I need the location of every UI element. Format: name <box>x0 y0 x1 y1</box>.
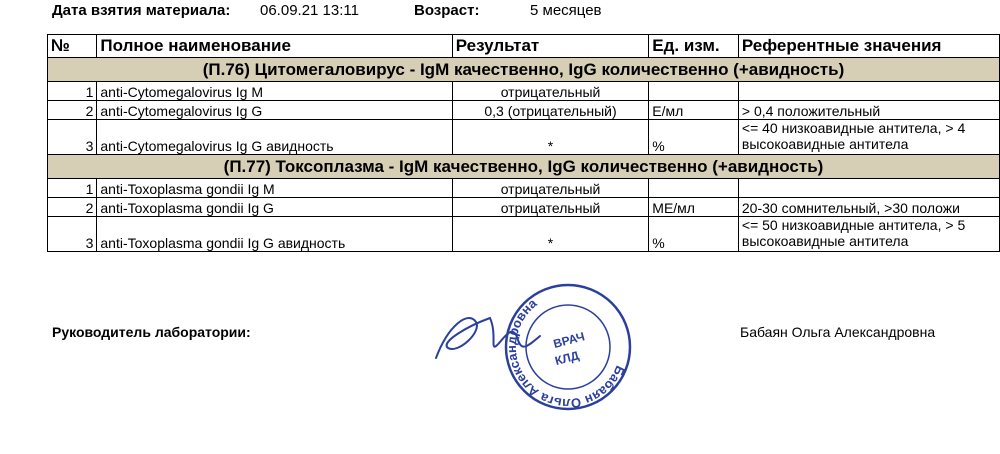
doctor-stamp <box>498 282 638 412</box>
test-reference: > 0,4 положительный <box>738 101 999 120</box>
test-unit: % <box>649 217 739 252</box>
stamp-center-line2: КЛД <box>553 348 581 369</box>
test-reference <box>738 120 999 155</box>
row-number: 1 <box>48 82 97 101</box>
test-result: отрицательный <box>452 179 649 198</box>
test-result: * <box>452 120 649 155</box>
test-name: anti-Cytomegalovirus Ig M <box>97 82 452 101</box>
section-header <box>48 58 1000 82</box>
age-label: Возраст: <box>414 2 480 19</box>
test-result: отрицательный <box>452 198 649 217</box>
age-value: 5 месяцев <box>530 2 602 19</box>
table-row <box>48 120 1000 155</box>
lab-head-label: Руководитель лаборатории: <box>52 324 251 340</box>
test-unit: МЕ/мл <box>649 198 739 217</box>
lab-head-name: Бабаян Ольга Александровна <box>740 324 936 340</box>
row-number: 3 <box>48 120 97 155</box>
col-header-name: Полное наименование <box>97 35 452 58</box>
section-title: (П.77) Токсоплазма - IgM качественно, IgG количественно (+авидность) <box>48 155 1000 179</box>
test-name: anti-Toxoplasma gondii Ig G <box>97 198 452 217</box>
test-reference: 20-30 сомнительный, >30 положи <box>738 198 999 217</box>
reference-line: высокоавидные антитела <box>741 136 909 152</box>
col-header-number: № <box>48 35 97 58</box>
row-number: 2 <box>48 101 97 120</box>
test-unit: Е/мл <box>649 101 739 120</box>
section-title: (П.76) Цитомегаловирус - IgM качественно, IgG количественно (+авидность) <box>48 58 1000 82</box>
table-row <box>48 82 1000 101</box>
row-number: 3 <box>48 217 97 252</box>
test-name: anti-Cytomegalovirus Ig G <box>97 101 452 120</box>
test-result: 0,3 (отрицательный) <box>452 101 649 120</box>
table-header-row <box>48 35 1000 58</box>
row-number: 2 <box>48 198 97 217</box>
date-label: Дата взятия материала: <box>52 2 231 19</box>
date-value: 06.09.21 13:11 <box>260 2 359 19</box>
stamp-ring-text: Бабаян Ольга Александровна <box>503 295 628 412</box>
table-row <box>48 217 1000 252</box>
test-name: anti-Toxoplasma gondii Ig M <box>97 179 452 198</box>
test-unit <box>649 179 739 198</box>
col-header-reference: Референтные значения <box>738 35 999 58</box>
stamp-center-line1: ВРАЧ <box>551 329 587 352</box>
table-row <box>48 179 1000 198</box>
col-header-unit: Ед. изм. <box>649 35 739 58</box>
test-unit <box>649 82 739 101</box>
test-name: anti-Toxoplasma gondii Ig G авидность <box>97 217 452 252</box>
test-name: anti-Cytomegalovirus Ig G авидность <box>97 120 452 155</box>
section-header <box>48 155 1000 179</box>
test-unit: % <box>649 120 739 155</box>
reference-line: <= 40 низкоавидные антитела, > 4 <box>741 120 966 136</box>
results-table <box>47 34 1000 252</box>
reference-line: высокоавидные антитела <box>741 233 909 249</box>
test-reference <box>738 82 999 101</box>
table-row <box>48 101 1000 120</box>
reference-line: <= 50 низкоавидные антитела, > 5 <box>741 217 966 233</box>
test-result: отрицательный <box>452 82 649 101</box>
col-header-result: Результат <box>452 35 649 58</box>
table-row <box>48 198 1000 217</box>
test-result: * <box>452 217 649 252</box>
row-number: 1 <box>48 179 97 198</box>
test-reference <box>738 179 999 198</box>
test-reference <box>738 217 999 252</box>
